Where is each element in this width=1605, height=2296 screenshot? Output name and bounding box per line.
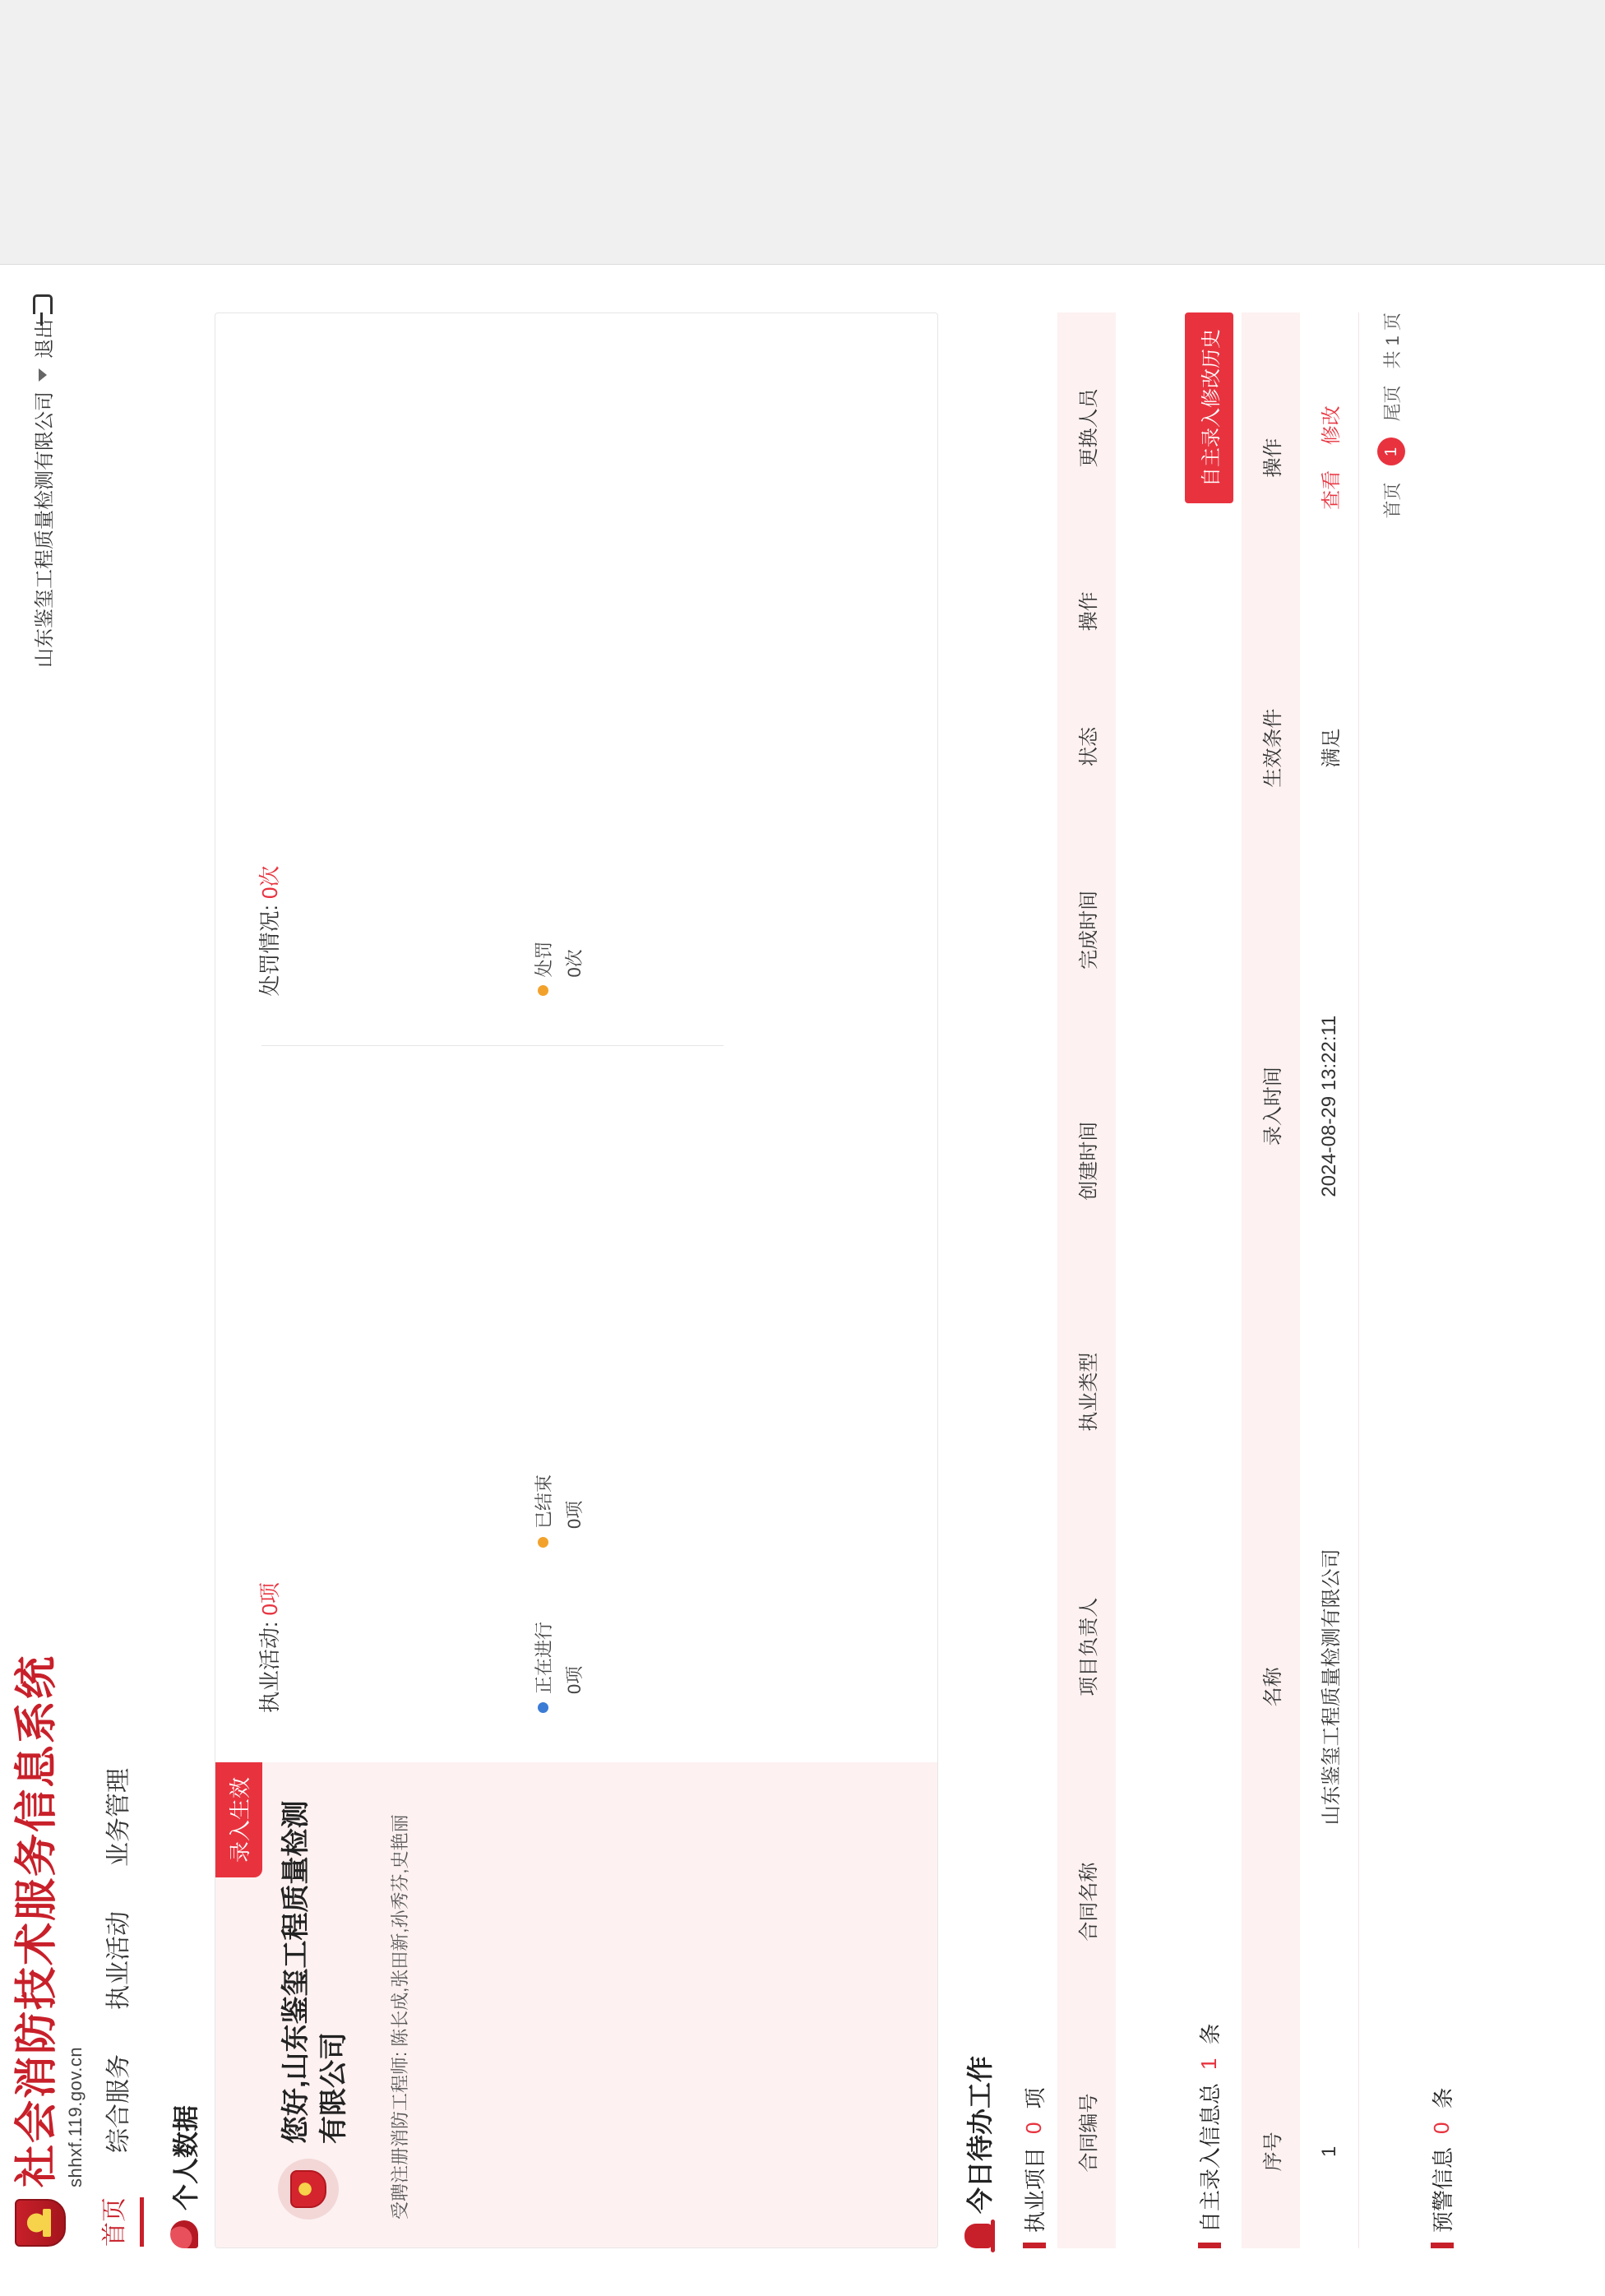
engineers-row <box>386 1790 414 2220</box>
page-gutter <box>0 0 1605 265</box>
page-body <box>165 265 1457 2296</box>
legend-item-finished <box>530 1474 586 1548</box>
col-finish-time: 完成时间 <box>1057 814 1116 1045</box>
cell-operation <box>1300 312 1359 603</box>
subhead-bar <box>1198 2243 1221 2248</box>
personal-data-title-text: 个人数据 <box>171 2104 201 2210</box>
legend-label-finished: 已结束 <box>534 1474 554 1529</box>
todo-title-text: 今日待办工作 <box>965 2055 995 2214</box>
stats-panel <box>215 313 937 1762</box>
pagination <box>1377 312 1405 2248</box>
col-contract-name: 合同名称 <box>1057 1786 1116 2017</box>
practice-project-table <box>1057 312 1160 2248</box>
col-status: 状态 <box>1057 679 1116 815</box>
edit-link[interactable]: 修改 <box>1321 405 1343 446</box>
self-entry-subhead <box>1185 312 1233 2248</box>
penalty-stat-label: 处罚情况: <box>257 905 282 997</box>
nav-item-business-management[interactable]: 业务管理 <box>105 1768 132 1867</box>
site-domain: shhxf.119.gov.cn <box>64 2046 86 2187</box>
subhead-bar <box>1431 2243 1454 2248</box>
account-name: 山东鉴玺工程质量检测有限公司 <box>34 391 56 668</box>
nav-item-comprehensive-services[interactable]: 综合服务 <box>105 2054 132 2153</box>
legend-dot-icon <box>538 1537 548 1548</box>
engineers-label: 受聘注册消防工程师: <box>389 2051 410 2220</box>
self-entry-count: 1 <box>1196 2058 1221 2070</box>
personal-data-icon <box>170 2220 198 2248</box>
practice-project-unit: 项 <box>1023 2087 1048 2109</box>
status-badge: 录入生效 <box>215 1762 262 1877</box>
table-empty-row <box>1116 312 1160 2248</box>
cell-name: 山东鉴玺工程质量检测有限公司 <box>1300 1319 1359 2055</box>
col-operation: 操作 <box>1057 544 1116 679</box>
personal-data-section-title <box>165 265 203 2248</box>
pager-total-text: 共 1 页 <box>1381 312 1403 369</box>
penalty-legend <box>530 363 586 997</box>
legend-value-ongoing: 0项 <box>564 1665 585 1694</box>
page-content <box>0 265 1605 2296</box>
col-practice-type: 执业类型 <box>1057 1276 1116 1507</box>
page-title: 社会消防技术服务信息系统 <box>13 1654 61 2187</box>
main-nav <box>94 1768 144 2247</box>
self-entry-label-group <box>1194 2024 1224 2249</box>
subhead-bar <box>1023 2243 1046 2248</box>
legend-dot-icon <box>538 986 548 997</box>
site-header <box>0 265 144 2296</box>
table-header-row <box>1242 312 1300 2248</box>
practice-project-subhead <box>1019 265 1049 2248</box>
practice-activity-stat-head <box>253 1080 284 1714</box>
self-entry-history-button[interactable]: 自主录入修改历史 <box>1185 312 1233 503</box>
self-entry-table-wrap <box>1242 312 1359 2248</box>
col-entry-time: 录入时间 <box>1242 893 1300 1319</box>
pager-first-button[interactable]: 首页 <box>1381 482 1403 519</box>
table-row <box>1300 312 1359 2248</box>
penalty-stat-value: 0次 <box>257 865 282 900</box>
warning-unit: 条 <box>1431 2087 1455 2109</box>
todo-section-title <box>960 265 997 2248</box>
fire-department-emblem-icon <box>15 2199 66 2247</box>
practice-project-table-wrap <box>1057 312 1160 2248</box>
bell-todo-icon <box>964 2224 992 2248</box>
self-entry-label: 自主录入信息总 <box>1198 2082 1223 2233</box>
engineers-value: 陈长成,张田新,孙秀芬,史艳丽 <box>389 1814 410 2047</box>
self-entry-table <box>1242 312 1359 2248</box>
greeting-text: 您好,山东鉴玺工程质量检测有限公司 <box>280 1800 349 2144</box>
legend-dot-icon <box>538 1702 548 1713</box>
pager-last-button[interactable]: 尾页 <box>1381 385 1403 422</box>
table-empty-cell <box>1116 312 1160 2248</box>
col-contract-no: 合同编号 <box>1057 2017 1116 2248</box>
view-link[interactable]: 查看 <box>1321 470 1343 510</box>
fire-badge-avatar-icon <box>290 2170 326 2208</box>
logout-button[interactable] <box>28 294 57 359</box>
avatar <box>278 2159 339 2220</box>
warning-count: 0 <box>1429 2122 1454 2134</box>
col-effective-condition: 生效条件 <box>1242 603 1300 893</box>
col-operation: 操作 <box>1242 312 1300 603</box>
legend-value-finished: 0项 <box>564 1500 585 1529</box>
legend-item-penalty <box>530 941 586 996</box>
nav-item-home[interactable]: 首页 <box>94 2197 144 2247</box>
penalty-stat <box>253 363 937 1046</box>
practice-activity-stat-label: 执业活动: <box>257 1621 282 1713</box>
practice-project-count: 0 <box>1021 2122 1046 2134</box>
self-entry-unit: 条 <box>1198 2023 1223 2045</box>
penalty-stat-head <box>253 363 284 997</box>
logout-icon <box>33 294 53 314</box>
table-header-row <box>1057 312 1116 2248</box>
cell-effective-condition: 满足 <box>1300 603 1359 893</box>
stats-divider <box>261 1046 724 1047</box>
warning-label: 预警信息 <box>1431 2146 1455 2233</box>
pager-current-page[interactable]: 1 <box>1377 437 1405 465</box>
logout-label: 退出 <box>34 319 56 359</box>
col-replace-staff: 更换人员 <box>1057 312 1116 544</box>
personal-data-card <box>215 312 938 2248</box>
col-create-time: 创建时间 <box>1057 1045 1116 1276</box>
practice-project-label: 执业项目 <box>1023 2146 1048 2233</box>
cell-entry-time: 2024-08-29 13:22:11 <box>1300 893 1359 1319</box>
legend-label-ongoing: 正在进行 <box>534 1621 554 1694</box>
legend-item-ongoing <box>530 1622 586 1713</box>
legend-label-penalty: 处罚 <box>534 941 554 978</box>
practice-activity-stat <box>253 1047 937 1714</box>
col-name: 名称 <box>1242 1319 1300 2055</box>
profile-panel <box>215 1762 937 2247</box>
legend-value-penalty: 0次 <box>564 949 585 978</box>
col-index: 序号 <box>1242 2055 1300 2248</box>
warning-subhead <box>1427 265 1457 2248</box>
cell-index: 1 <box>1300 2055 1359 2248</box>
site-brand <box>15 1655 86 2247</box>
practice-activity-stat-value: 0项 <box>257 1582 282 1616</box>
nav-item-practice-activities[interactable]: 执业活动 <box>105 1911 132 2010</box>
chevron-down-icon[interactable] <box>39 368 47 382</box>
col-project-manager: 项目负责人 <box>1057 1507 1116 1786</box>
account-area[interactable] <box>28 294 57 668</box>
practice-activity-legend <box>530 1080 586 1714</box>
